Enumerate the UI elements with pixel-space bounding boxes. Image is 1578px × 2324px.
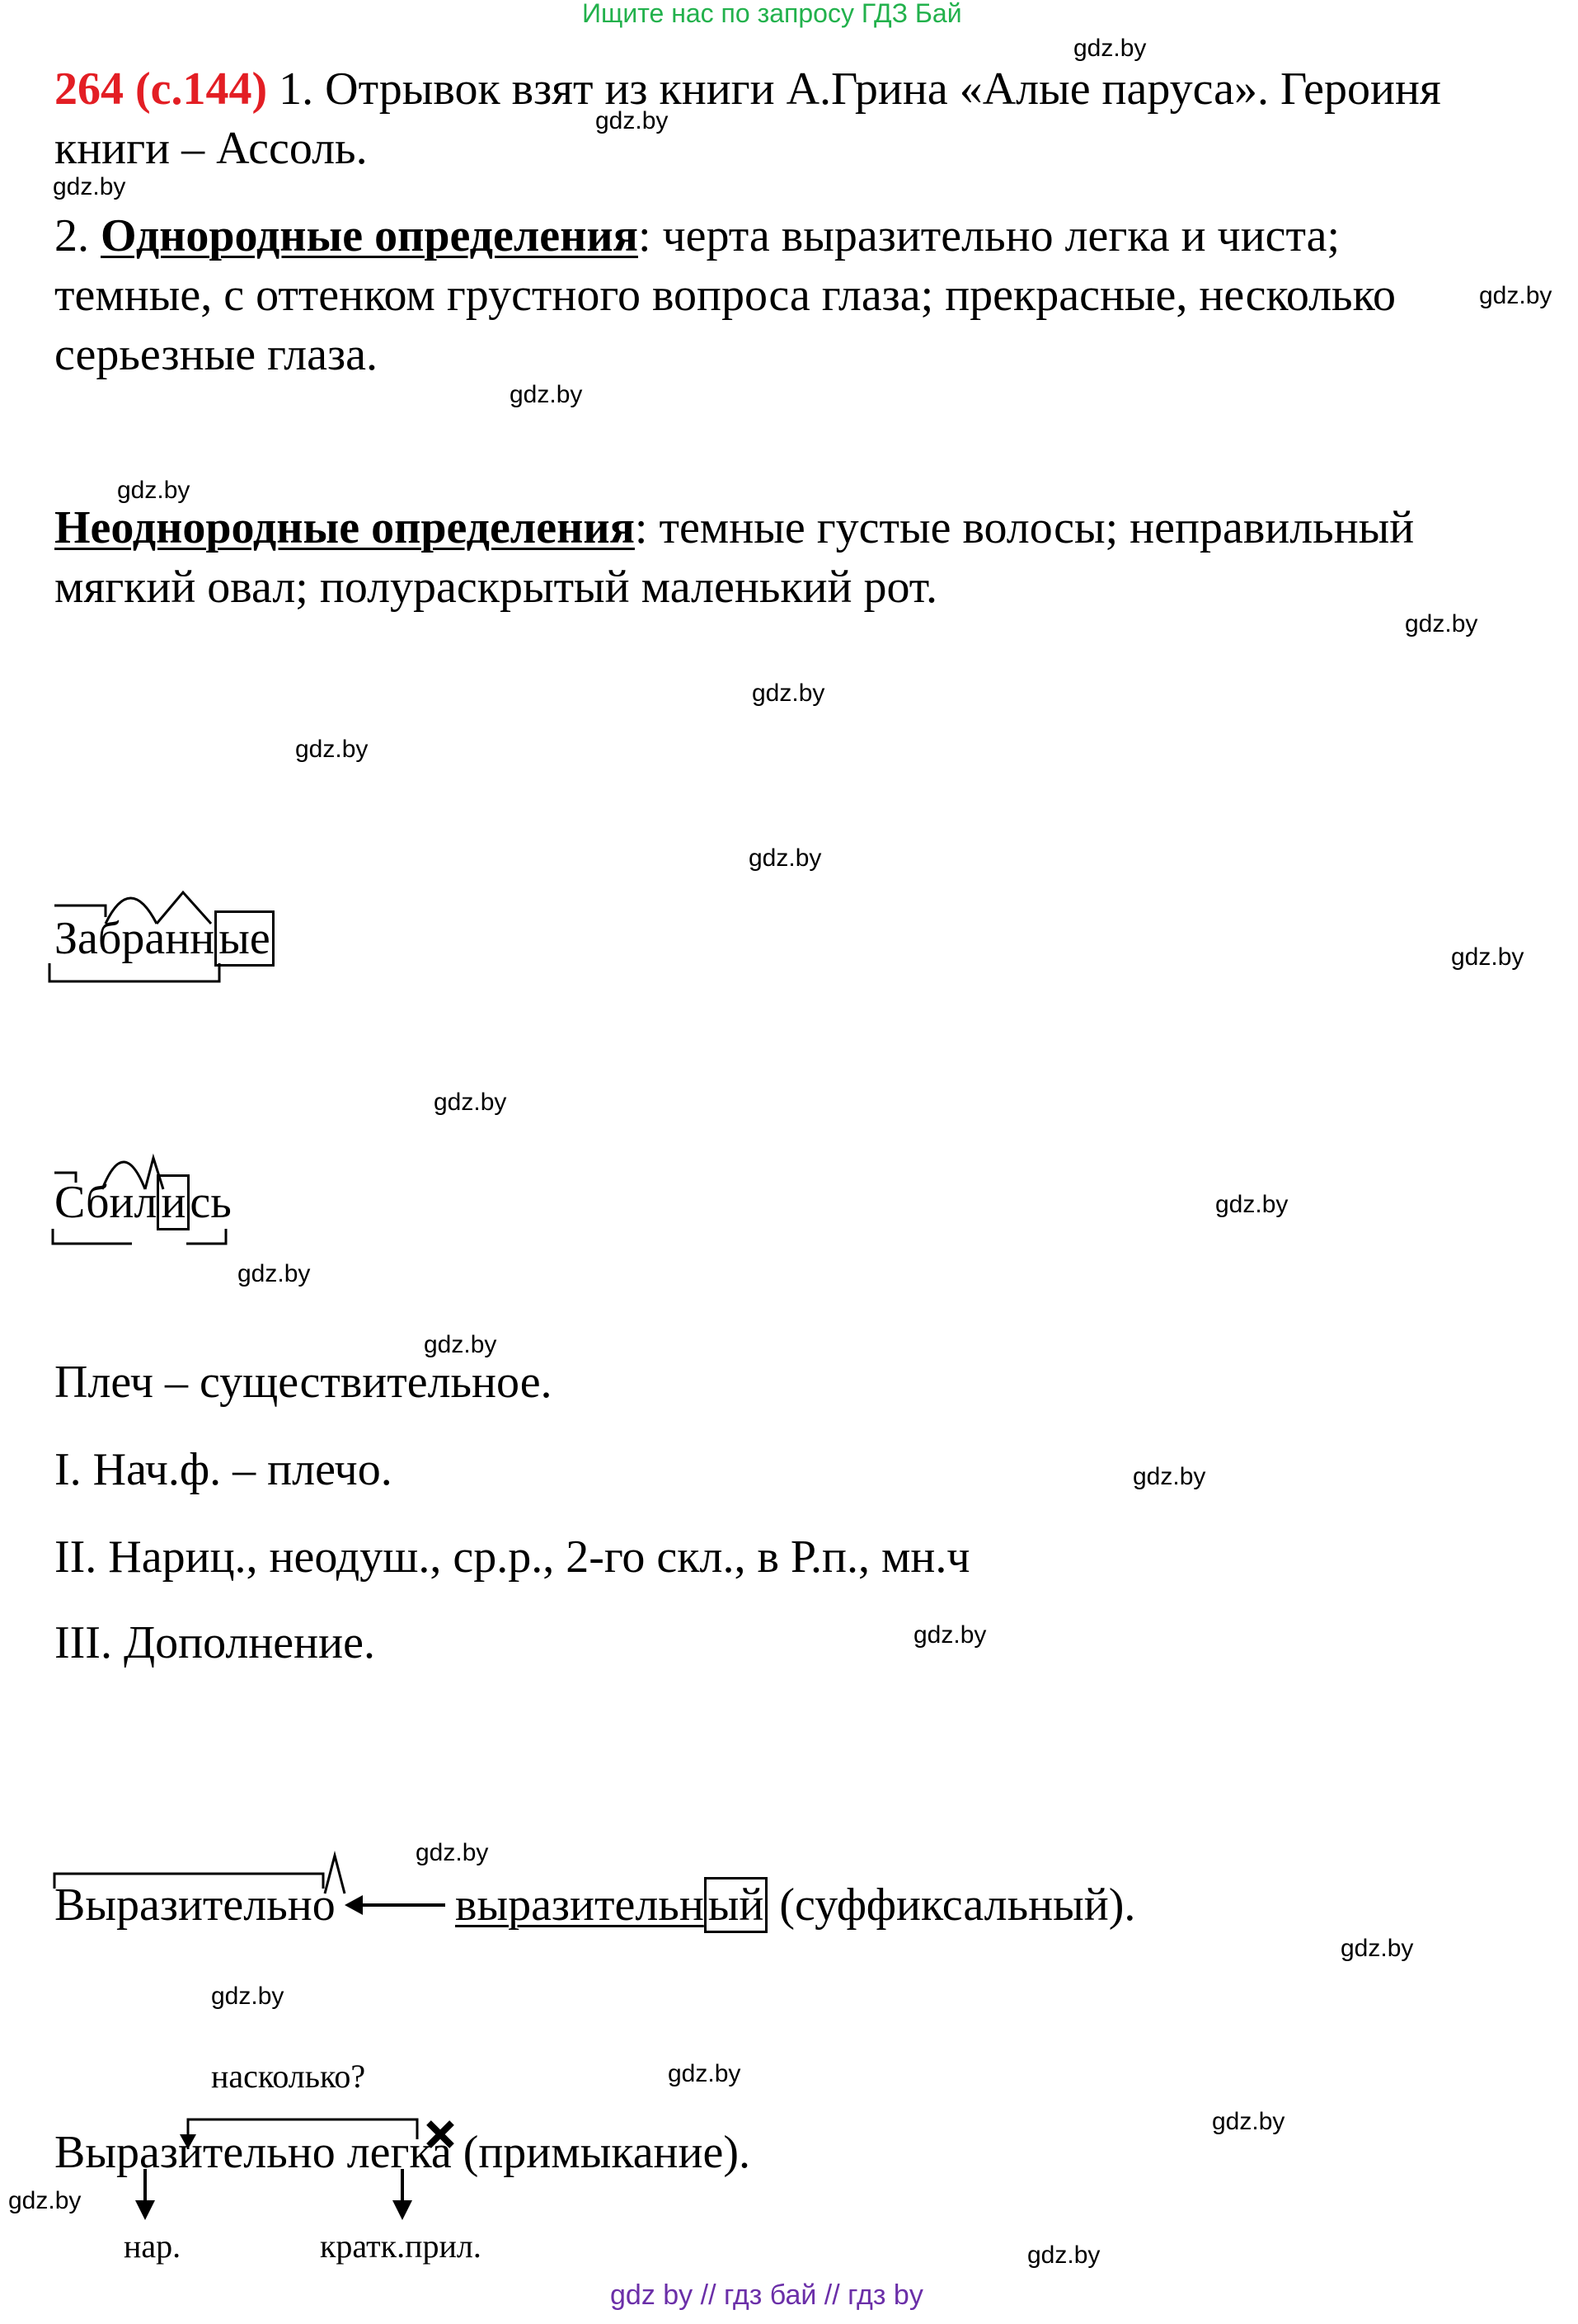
item-number: 2.	[54, 210, 101, 261]
word-stem: Забранн	[54, 913, 215, 964]
watermark: gdz.by	[1215, 1191, 1289, 1218]
label-short-adjective: кратк.прил.	[320, 2228, 481, 2265]
watermark: gdz.by	[595, 107, 669, 134]
stem-bracket	[49, 963, 219, 981]
watermark: gdz.by	[211, 1983, 284, 2010]
watermark: gdz.by	[117, 477, 190, 504]
homogeneous-line-2: темные, с оттенком грустного вопроса глаза; прекрасные, несколько	[54, 270, 1396, 321]
heterogeneous-line-2: мягкий овал; полураскрытый маленький рот.	[54, 562, 938, 613]
site-banner: Ищите нас по запросу ГДЗ Бай	[582, 0, 962, 28]
homogeneous-label: Однородные определения	[101, 210, 638, 261]
watermark: gdz.by	[1073, 35, 1147, 62]
paragraph-1-text: 1. Отрывок взят из книги А.Грина «Алые паруса». Героиня	[267, 64, 1441, 115]
watermark: gdz.by	[749, 844, 822, 872]
watermark: gdz.by	[434, 1089, 507, 1116]
footer-links	[610, 2279, 923, 2312]
watermark: gdz.by	[8, 2187, 82, 2214]
footer-link-gdz-bai[interactable]: гдз бай	[724, 2279, 817, 2311]
watermark: gdz.by	[752, 680, 825, 707]
derivation-right	[455, 1875, 1135, 1935]
homogeneous-line-3: серьезные глаза.	[54, 329, 378, 380]
watermark: gdz.by	[1133, 1463, 1206, 1490]
watermark: gdz.by	[510, 381, 583, 408]
derivation-type: (суффиксальный).	[779, 1879, 1136, 1931]
arrow-head-adjective	[392, 2200, 412, 2220]
morph-line-2: II. Нариц., неодуш., ср.р., 2-го скл., в Р.п., мн.ч	[54, 1531, 970, 1583]
morph-line-0: Плеч – существительное.	[54, 1357, 552, 1408]
morph-line-1: I. Нач.ф. – плечо.	[54, 1444, 392, 1495]
watermark: gdz.by	[53, 173, 126, 200]
word-suffix-box: и	[157, 1174, 190, 1230]
homogeneous-text: : черта выразительно легка и чиста;	[637, 210, 1341, 261]
derivation-right-stem: выразительн	[455, 1879, 704, 1931]
phrase-question: насколько?	[211, 2058, 366, 2095]
word-ending-box: ые	[214, 910, 274, 967]
watermark: gdz.by	[668, 2060, 741, 2087]
watermark: gdz.by	[1341, 1935, 1414, 1962]
phrase-main-word: легка	[346, 2127, 452, 2178]
watermark: gdz.by	[1451, 943, 1524, 971]
arrow-head-adverb	[135, 2200, 155, 2220]
heterogeneous-text: : темные густые волосы; неправильный	[634, 502, 1415, 553]
watermark: gdz.by	[1405, 610, 1478, 637]
word-postfix: сь	[190, 1177, 232, 1228]
footer-separator: //	[824, 2279, 840, 2311]
phrase-line	[54, 2123, 750, 2182]
label-adverb: нар.	[124, 2228, 181, 2265]
suffix-mark	[157, 892, 211, 924]
task-number: 264 (с.144)	[54, 64, 268, 115]
root-mark	[106, 898, 157, 924]
footer-link-gdz-by-2[interactable]: гдз by	[848, 2279, 923, 2311]
morph-line-3: III. Дополнение.	[54, 1617, 375, 1668]
footer-link-gdz-by[interactable]: gdz by	[610, 2279, 693, 2311]
footer-separator: //	[700, 2279, 716, 2311]
word-stem-2: Сбил	[54, 1177, 157, 1228]
watermark: gdz.by	[1212, 2108, 1285, 2135]
watermark: gdz.by	[1479, 282, 1552, 309]
watermark: gdz.by	[913, 1621, 987, 1649]
watermark: gdz.by	[416, 1839, 489, 1866]
watermark: gdz.by	[237, 1260, 311, 1287]
phrase-link-type: (примыкание).	[463, 2127, 750, 2178]
watermark: gdz.by	[1027, 2242, 1101, 2269]
watermark: gdz.by	[424, 1331, 497, 1358]
derivation-left-word: Выразительно	[54, 1879, 336, 1931]
derivation-arrow-head	[345, 1895, 363, 1915]
derivation-right-ending: ый	[704, 1877, 768, 1933]
heterogeneous-label: Неоднородные определения	[54, 502, 635, 553]
prefix-mark	[54, 906, 106, 917]
paragraph-1-line-2: книги – Ассоль.	[54, 123, 368, 174]
phrase-dependent-word: Выразительно	[54, 2127, 336, 2178]
word-parse-sbilis	[54, 1173, 232, 1232]
watermark: gdz.by	[295, 736, 369, 763]
